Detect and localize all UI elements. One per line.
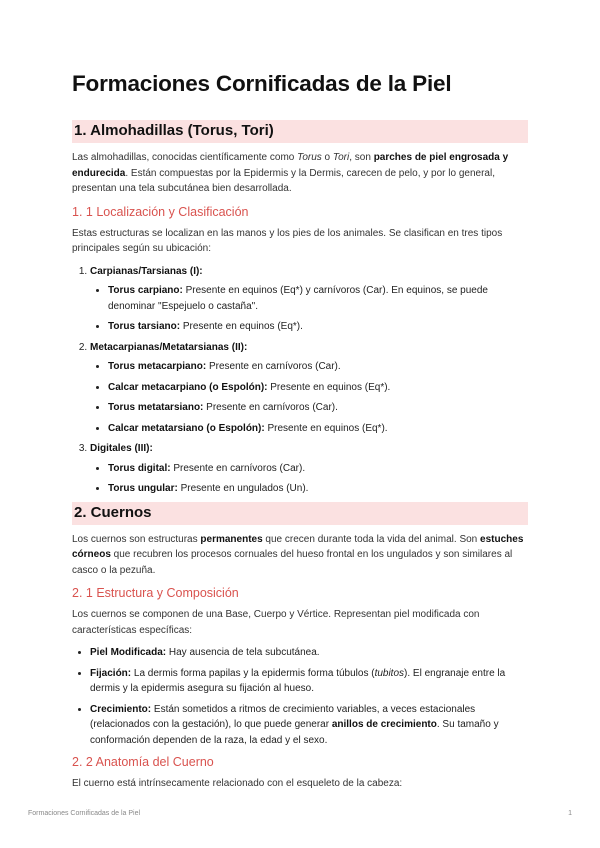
page-title: Formaciones Cornificadas de la Piel [72, 71, 452, 96]
list-item: 2. Metacarpianas/Metatarsianas (II): • Torus metacarpiano: Presente en carnívoros (Car). • Calcar metacarpiano (o Espolón): Presente en equinos (Eq*). • Torus metatarsiano: Presente en carnívoros (Car). • Calcar metatarsiano (o Espolón): Presente en equinos (Eq*). [90, 340, 528, 437]
list-item: • Torus metacarpiano: Presente en carnívoros (Car). [108, 359, 528, 375]
list-item: 3. Digitales (III): • Torus digital: Presente en carnívoros (Car). • Torus ungular: Presente en ungulados (Un). [90, 441, 528, 497]
subsection-heading-anatomia: 2. 2 Anatomía del Cuerno [72, 755, 214, 770]
list-item: • Piel Modificada: Hay ausencia de tela subcutánea. [90, 645, 528, 661]
list-item: • Calcar metacarpiano (o Espolón): Presente en equinos (Eq*). [108, 380, 528, 396]
classification-list [72, 264, 528, 497]
list-item: 1. Carpianas/Tarsianas (I): • Torus carpiano: Presente en equinos (Eq*) y carnívoros (Car). En equinos, se puede denominar "Espejuelo o castaña". • Torus tarsiano: Presente en equinos (Eq*). [90, 264, 528, 335]
list-item: • Torus metatarsiano: Presente en carnívoros (Car). [108, 400, 528, 416]
cuernos-intro: Los cuernos son estructuras permanentes que crecen durante toda la vida del animal. Son estuches córneos que recubren los procesos cornuales del hueso frontal en los ungulados y son similares al casco o la pezuña. [72, 533, 524, 576]
list-item: • Fijación: La dermis forma papilas y la epidermis forma túbulos (tubitos). El engranaje entre la dermis y la epidermis asegura su fijación al hueso. [90, 666, 528, 697]
page-footer [28, 810, 572, 817]
list-item: • Torus digital: Presente en carnívoros (Car). [108, 461, 528, 477]
document-page [72, 70, 528, 799]
footer-title: Formaciones Cornificadas de la Piel [28, 810, 141, 817]
anatomia-intro: El cuerno está intrínsecamente relacionado con el esqueleto de la cabeza: [72, 778, 403, 790]
section-heading-cuernos: 2. Cuernos [72, 502, 528, 525]
subsection-heading-estructura: 2. 1 Estructura y Composición [72, 586, 239, 601]
list-item: • Torus tarsiano: Presente en equinos (Eq*). [108, 319, 528, 335]
page-number: 1 [568, 810, 572, 817]
features-list [72, 645, 528, 748]
almohadillas-intro: Las almohadillas, conocidas científicamente como Torus o Tori, son parches de piel engrosada y endurecida. Están compuestas por la Epidermis y la Dermis, carecen de pelo, y por lo general, presentan una tela subcutánea bien desarrollada. [72, 152, 509, 195]
list-item: • Crecimiento: Están sometidos a ritmos de crecimiento variables, a veces estacionales (relacionados con la gestación), lo que puede generar anillos de crecimiento. Su tamaño y conformación dependen de la raza, la edad y el sexo. [90, 702, 528, 749]
list-item: • Torus carpiano: Presente en equinos (Eq*) y carnívoros (Car). En equinos, se puede denominar "Espejuelo o castaña". [108, 283, 528, 314]
localizacion-intro: Estas estructuras se localizan en las manos y los pies de los animales. Se clasifican en tres tipos principales según su ubicación: [72, 227, 503, 255]
subsection-heading-localizacion: 1. 1 Localización y Clasificación [72, 204, 249, 219]
estructura-intro: Los cuernos se componen de una Base, Cuerpo y Vértice. Representan piel modificada con características específicas: [72, 609, 480, 636]
list-item: • Calcar metatarsiano (o Espolón): Presente en equinos (Eq*). [108, 421, 528, 437]
section-heading-almohadillas: 1. Almohadillas (Torus, Tori) [72, 120, 528, 143]
list-item: • Torus ungular: Presente en ungulados (Un). [108, 481, 528, 497]
